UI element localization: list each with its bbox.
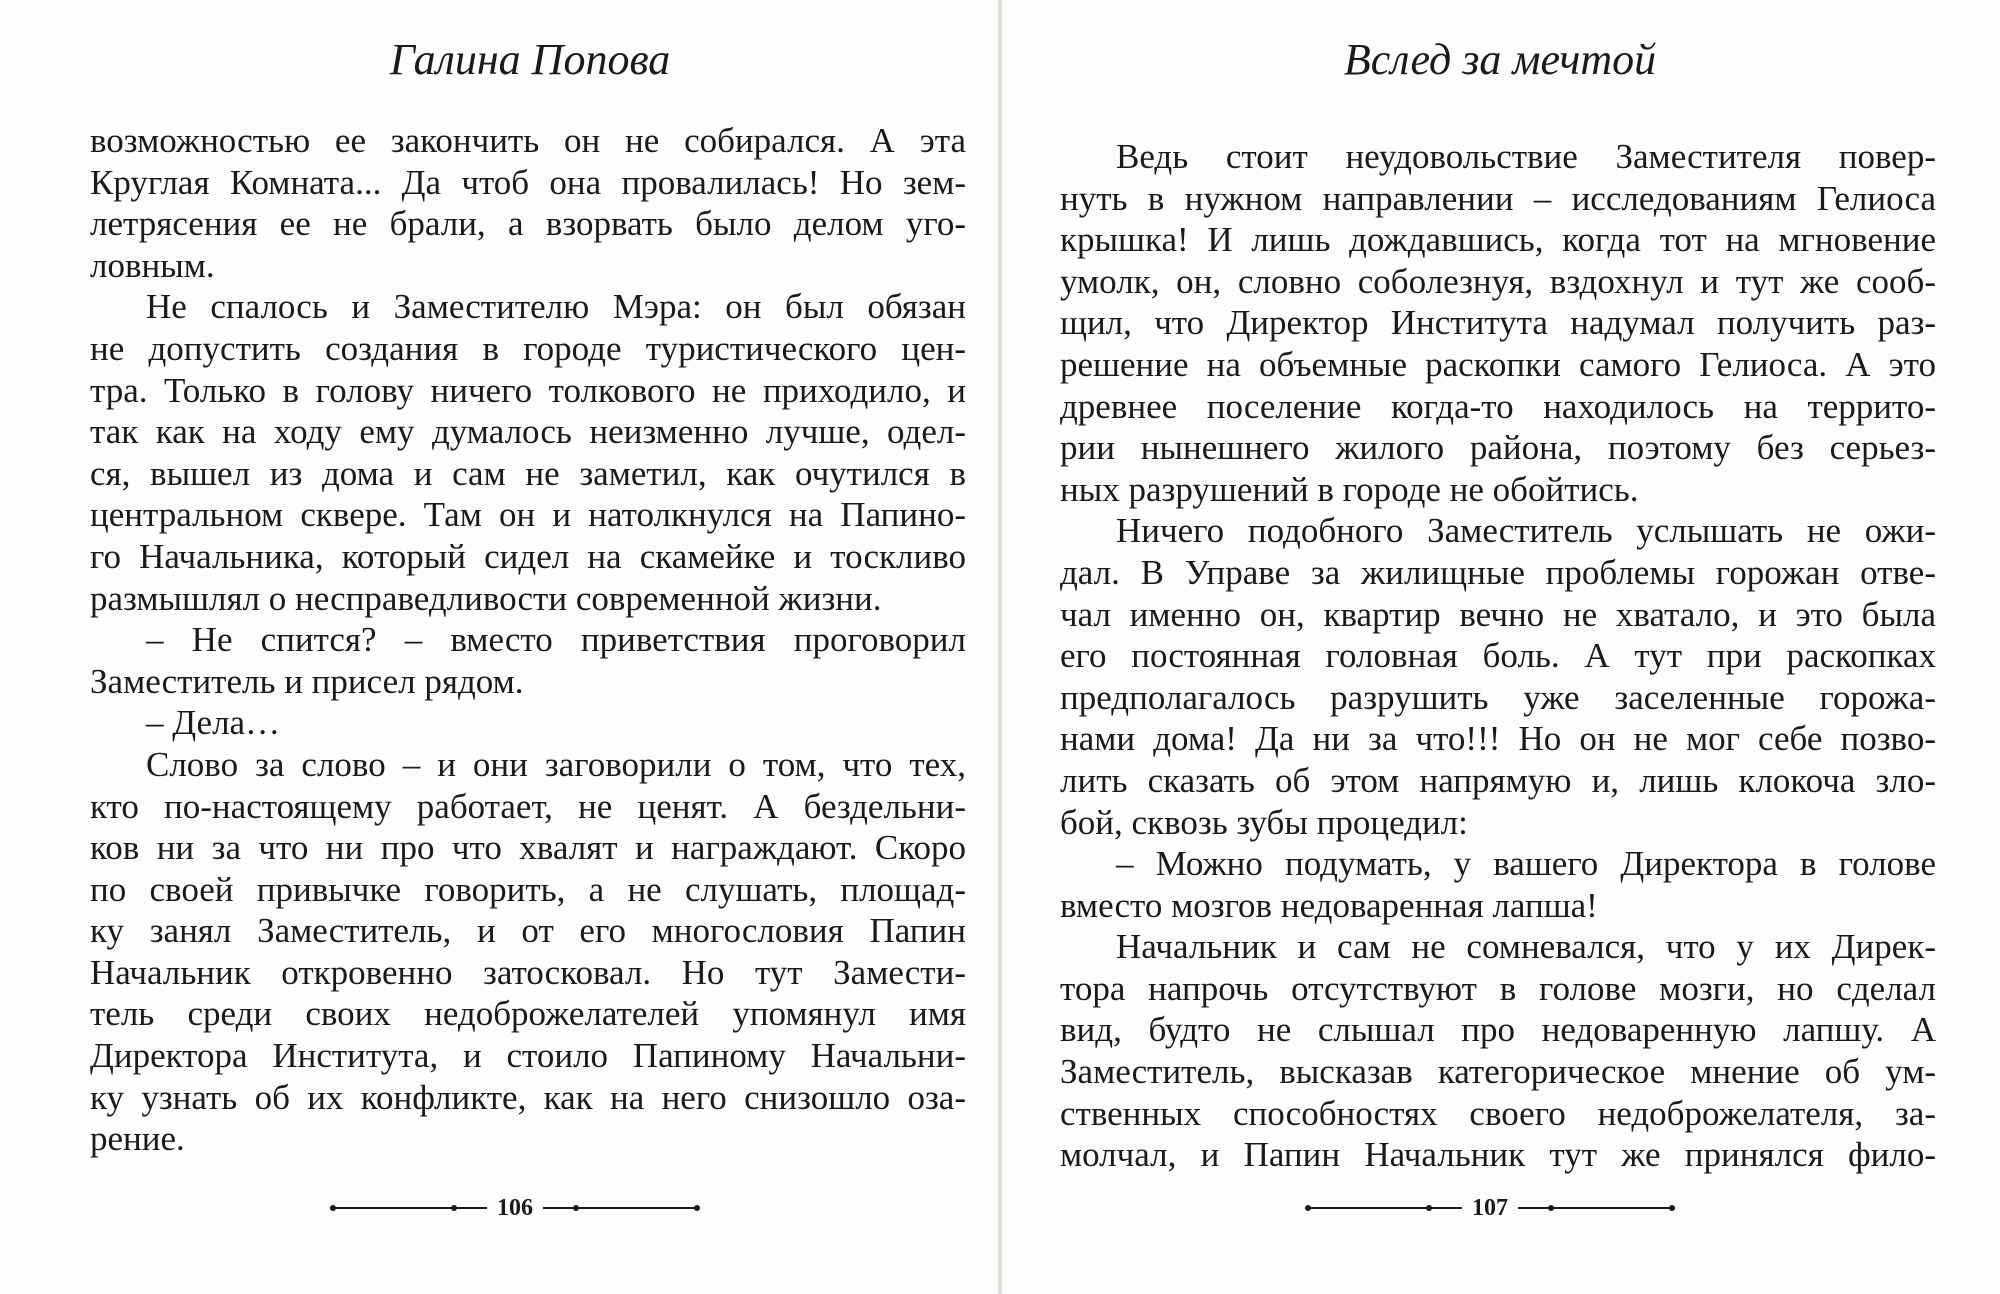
- text-line: рение.: [90, 1119, 185, 1159]
- text-line: размышлял о несправедливости современной жизни.: [90, 578, 882, 618]
- text-line: ку занял Заместитель, и от его многословия Папин: [90, 911, 966, 951]
- text-line: Заместитель, высказав категорическое мнение об ум-: [1060, 1052, 1936, 1092]
- ornament-rule-left: [330, 1207, 487, 1209]
- right-running-head: Вслед за мечтой: [1343, 35, 1657, 84]
- text-line: Начальник откровенно затосковал. Но тут Замести-: [90, 952, 966, 992]
- text-line: предполагалось разрушить уже заселенные горожа-: [1060, 677, 1936, 717]
- text-line: возможностью ее закончить он не собирался. А эта: [90, 121, 966, 160]
- text-line: ков ни за что ни про что хвалят и награждают. Скоро: [90, 828, 966, 868]
- text-line: Не спалось и Заместителю Мэра: он был обязан: [146, 287, 966, 327]
- text-line: рии нынешнего жилого района, поэтому без серьез-: [1060, 428, 1936, 468]
- left-running-head: Галина Попова: [389, 35, 671, 84]
- left-page-number: [330, 1190, 700, 1226]
- text-line: го Начальника, который сидел на скамейке и тоскливо: [90, 536, 966, 576]
- text-line: вместо мозгов недоваренная лапша!: [1060, 885, 1598, 925]
- text-line: – Не спится? – вместо приветствия проговорил: [146, 620, 966, 660]
- text-line: дал. В Управе за жилищные проблемы горожан отве-: [1060, 552, 1936, 592]
- page-number: 107: [1472, 1195, 1508, 1221]
- text-line: молчал, и Папин Начальник тут же принялся фило-: [1060, 1135, 1936, 1175]
- text-line: крышка! И лишь дождавшись, когда тот на мгновение: [1060, 220, 1936, 260]
- ornament-rule-right: [543, 1207, 700, 1209]
- text-line: так как на ходу ему думалось неизменно лучше, одел-: [90, 412, 966, 452]
- text-line: вид, будто не слышал про недоваренную лапшу. А: [1060, 1010, 1936, 1050]
- text-line: тора напрочь отсутствуют в голове мозги, но сделал: [1060, 968, 1936, 1008]
- right-page: [1000, 0, 2000, 1294]
- page-number: 106: [497, 1195, 533, 1221]
- text-line: решение на объемные раскопки самого Гелиоса. А это: [1060, 344, 1936, 384]
- text-line: ку узнать об их конфликте, как на него снизошло оза-: [90, 1077, 966, 1117]
- text-line: по своей привычке говорить, а не слушать, площад-: [90, 869, 966, 909]
- text-line: ных разрушений в городе не обойтись.: [1060, 469, 1639, 509]
- text-line: Директора Института, и стоило Папиному Начальни-: [90, 1036, 966, 1076]
- left-page-text: [90, 120, 966, 1160]
- text-line: Ведь стоит неудовольствие Заместителя повер-: [1116, 137, 1936, 176]
- right-page-number: [1305, 1190, 1675, 1226]
- text-line: тель среди своих недоброжелателей упомянул имя: [90, 994, 966, 1034]
- text-line: Начальник и сам не сомневался, что у их Дирек-: [1116, 927, 1936, 967]
- text-line: Ничего подобного Заместитель услышать не ожи-: [1116, 511, 1936, 551]
- text-line: не допустить создания в городе туристического цен-: [90, 328, 966, 368]
- text-line: щил, что Директор Института надумал получить раз-: [1060, 303, 1936, 343]
- text-line: кто по-настоящему работает, не ценят. А бездельни-: [90, 786, 966, 826]
- text-line: Слово за слово – и они заговорили о том, что тех,: [146, 744, 966, 784]
- text-line: Заместитель и присел рядом.: [90, 661, 524, 701]
- text-line: ловным.: [90, 245, 215, 285]
- text-line: древнее поселение когда-то находилось на террито-: [1060, 386, 1936, 426]
- text-line: Круглая Комната... Да чтоб она провалилась! Но зем-: [90, 162, 966, 202]
- text-line: летрясения ее не брали, а взорвать было делом уго-: [90, 204, 966, 244]
- text-line: – Дела…: [146, 703, 281, 743]
- ornament-rule-right: [1518, 1207, 1675, 1209]
- ornament-rule-left: [1305, 1207, 1462, 1209]
- text-line: ственных способностях своего недоброжелателя, за-: [1060, 1093, 1936, 1133]
- text-line: тра. Только в голову ничего толкового не приходило, и: [90, 370, 966, 410]
- text-line: лить сказать об этом напрямую и, лишь клокоча зло-: [1060, 760, 1936, 800]
- text-line: нуть в нужном направлении – исследованиям Гелиоса: [1060, 178, 1936, 218]
- text-line: умолк, он, словно соболезнуя, вздохнул и тут же сооб-: [1060, 261, 1936, 301]
- right-page-text: [1060, 136, 1936, 1176]
- text-line: центральном сквере. Там он и натолкнулся на Папино-: [90, 495, 966, 535]
- text-line: чал именно он, квартир вечно не хватало, и это была: [1060, 594, 1936, 634]
- text-line: бой, сквозь зубы процедил:: [1060, 802, 1468, 842]
- text-line: нами дома! Да ни за что!!! Но он не мог себе позво-: [1060, 719, 1936, 759]
- text-line: – Можно подумать, у вашего Директора в голове: [1116, 844, 1936, 884]
- text-line: его постоянная головная боль. А тут при раскопках: [1060, 636, 1936, 676]
- text-line: ся, вышел из дома и сам не заметил, как очутился в: [90, 453, 966, 493]
